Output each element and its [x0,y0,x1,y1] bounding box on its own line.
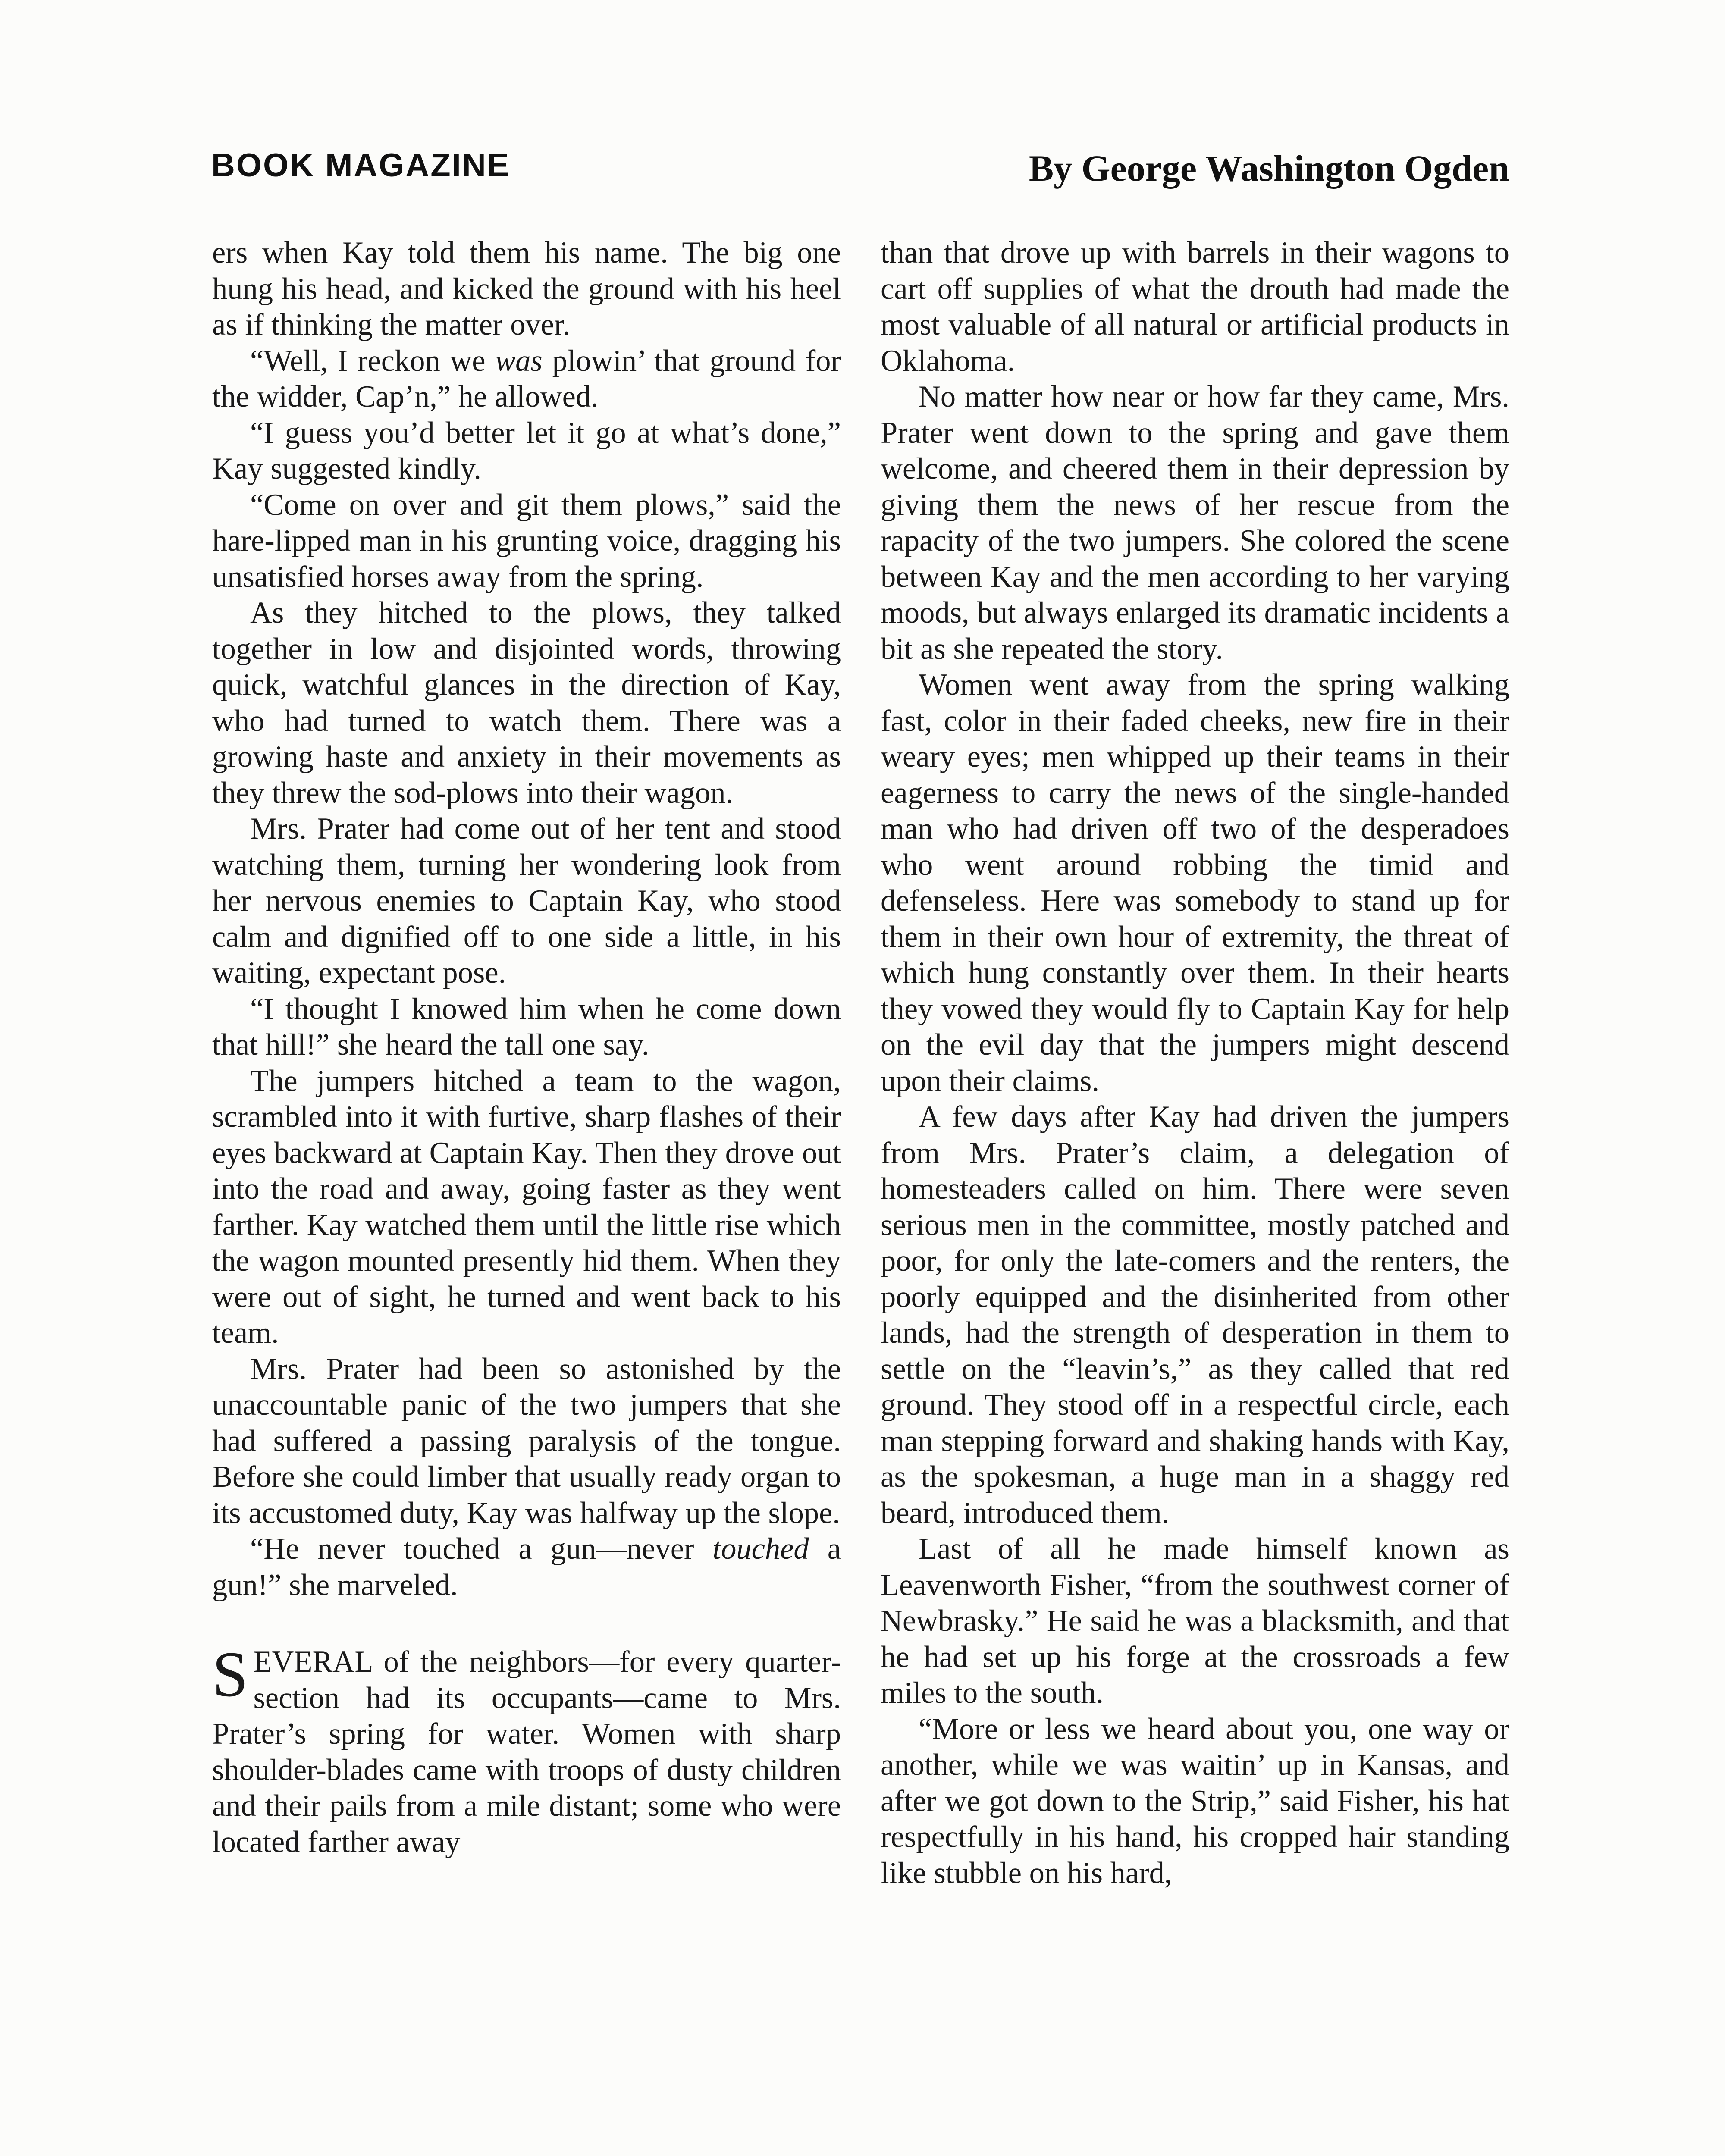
paragraph [212,1531,841,1603]
paragraph: ers when Kay told them his name. The big one hung his head, and kicked the ground with his heel as if thinking the matter over. [212,236,841,342]
paragraph: A few days after Kay had driven the jumpers from Mrs. Prater’s claim, a delegation of homesteaders called on him. There were seven serious men in the committee, mostly patched and poor, for only the late-comers and the renters, the poorly equipped and the disinherited from other lands, had the strength of desperation in them to settle on the “leavin’s,” as they called that red ground. They stood off in a respectful circle, each man stepping forward and shaking hands with Kay, as the spokesman, a huge man in a shaggy red beard, introduced them. [881,1100,1509,1530]
magazine-title: BOOK MAGAZINE [211,147,511,184]
paragraph: “I guess you’d better let it go at what’s done,” Kay suggested kindly. [212,416,841,486]
text-run: “Well, I reckon we [250,344,496,378]
text-run: “He never touched a gun—never [250,1532,713,1566]
paragraph: Last of all he made himself known as Leavenworth Fisher, “from the southwest corner of Newbrasky.” He said he was a blacksmith, and that he had set up his forge at the crossroads a few miles to the south. [881,1532,1509,1710]
text-run: of the neighbors—for every quarter-section had its occupants—came to Mrs. Prater’s spring for water. Women with sharp shoulder-blades came with troops of dusty children and their pails from a mile distant; some who were located farther away [212,1645,841,1859]
drop-cap: S [212,1639,248,1710]
author-byline: By George Washington Ogden [1029,147,1509,189]
text-run: a gun!” she marveled. [212,1532,841,1602]
paragraph: than that drove up with barrels in their wagons to cart off supplies of what the drouth had made the most valuable of all natural or artificial products in Oklahoma. [881,236,1509,378]
text-run: plowin’ that ground for the widder, Cap’n,” he allowed. [212,344,841,414]
paragraph: No matter how near or how far they came, Mrs. Prater went down to the spring and gave them welcome, and cheered them in their depression by giving them the news of her rescue from the rapacity of the two jumpers. She colored the scene between Kay and the men according to her varying moods, but always enlarged its dramatic incidents a bit as she repeated the story. [881,380,1509,666]
left-column [212,235,841,1860]
paragraph: “Come on over and git them plows,” said the hare-lipped man in his grunting voice, dragging his unsatisfied horses away from the spring. [212,488,841,594]
emphasis: touched [712,1532,809,1566]
paragraph: Mrs. Prater had come out of her tent and stood watching them, turning her wondering look from her nervous enemies to Captain Kay, who stood calm and dignified off to one side a little, in his waiting, expectant pose. [212,812,841,990]
emphasis: was [495,344,543,378]
running-head [211,147,1509,194]
paragraph: The jumpers hitched a team to the wagon, scrambled into it with furtive, sharp flashes of their eyes backward at Captain Kay. Then they drove out into the road and away, going faster as they went farther. Kay watched them until the little rise which the wagon mounted presently hid them. When they were out of sight, he turned and went back to his team. [212,1064,841,1350]
paragraph: Mrs. Prater had been so astonished by the unaccountable panic of the two jumpers that she had suffered a passing paralysis of the tongue. Before she could limber that usually ready organ to its accustomed duty, Kay was halfway up the slope. [212,1352,841,1530]
paragraph: “More or less we heard about you, one way or another, while we was waitin’ up in Kansas, and after we got down to the Strip,” said Fisher, his hat respectfully in his hand, his cropped hair standing like stubble on his hard, [881,1712,1509,1890]
right-column [881,235,1509,1891]
small-caps-lead: EVERAL [253,1645,372,1679]
paragraph [212,343,841,415]
section-paragraph [212,1639,841,1860]
paragraph: “I thought I knowed him when he come down that hill!” she heard the tall one say. [212,992,841,1062]
paragraph: Women went away from the spring walking fast, color in their faded cheeks, new fire in their weary eyes; men whipped up their teams in their eagerness to carry the news of the single-handed man who had driven off two of the desperadoes who went around robbing the timid and defenseless. Here was somebody to stand up for them in their own hour of extremity, the threat of which hung constantly over them. In their hearts they vowed they would fly to Captain Kay for help on the evil day that the jumpers might descend upon their claims. [881,668,1509,1098]
paragraph: As they hitched to the plows, they talked together in low and disjointed words, throwing quick, watchful glances in the direction of Kay, who had turned to watch them. There was a growing haste and anxiety in their movements as they threw the sod-plows into their wagon. [212,596,841,810]
